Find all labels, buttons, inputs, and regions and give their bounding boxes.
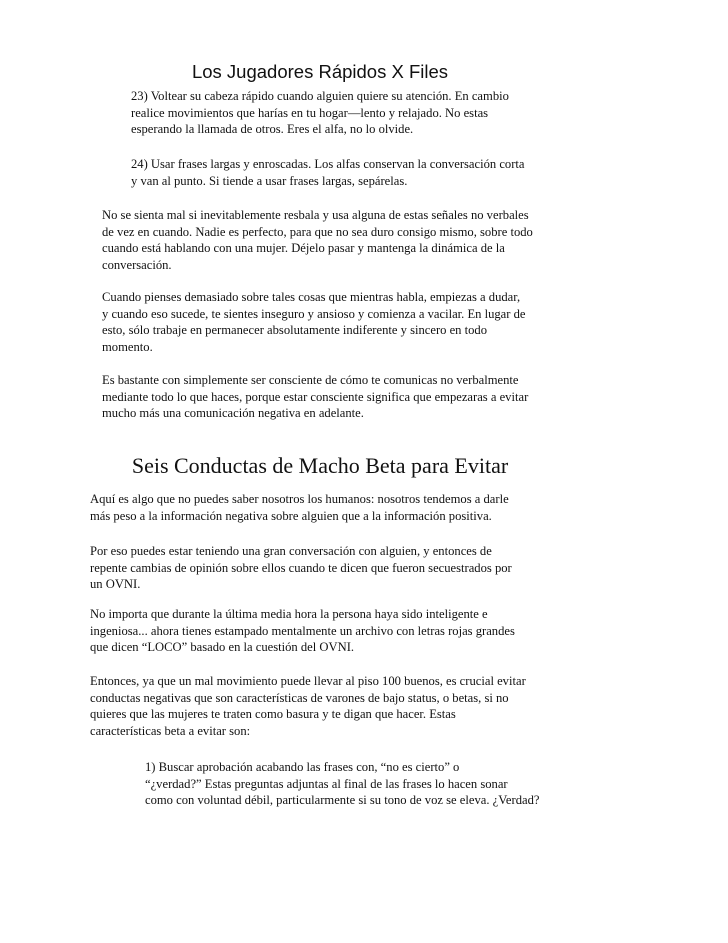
text-line: Es bastante con simplemente ser consciente de cómo te comunicas no verbalmente	[102, 373, 519, 387]
text-line: conductas negativas que son características de varones de bajo status, o betas, si no	[90, 690, 509, 705]
paragraph	[90, 606, 515, 656]
text-line: conversación.	[102, 257, 172, 272]
list-item-23	[131, 88, 509, 138]
text-line: mucho más una comunicación negativa en adelante.	[102, 406, 364, 421]
text-line: “¿verdad?” Estas preguntas adjuntas al final de las frases lo hacen sonar	[145, 776, 508, 791]
text-line: 23) Voltear su cabeza rápido cuando alguien quiere su atención. En cambio	[131, 89, 509, 103]
paragraph	[90, 543, 512, 593]
text-line: No se sienta mal si inevitablemente resbala y usa alguna de estas señales no verbales	[102, 208, 529, 222]
paragraph	[102, 207, 533, 273]
text-line: como con voluntad débil, particularmente si su tono de voz se eleva. ¿Verdad?	[145, 793, 540, 808]
text-line: quieres que las mujeres te traten como basura y te digan que hacer. Estas	[90, 707, 456, 722]
text-line: características beta a evitar son:	[90, 723, 251, 738]
text-line: que dicen “LOCO” basado en la cuestión del OVNI.	[90, 640, 355, 655]
paragraph	[90, 673, 526, 739]
text-line: repente cambias de opinión sobre ellos cuando te dicen que fueron secuestrados por	[90, 560, 512, 575]
text-line: Cuando pienses demasiado sobre tales cosas que mientras habla, empiezas a dudar,	[102, 290, 521, 304]
text-line: más peso a la información negativa sobre alguien que a la información positiva.	[90, 508, 492, 523]
paragraph	[102, 372, 528, 422]
text-line: Entonces, ya que un mal movimiento puede llevar al piso 100 buenos, es crucial evitar	[90, 674, 526, 688]
text-line: esperando la llamada de otros. Eres el alfa, no lo olvide.	[131, 122, 414, 137]
text-line: mediante todo lo que haces, porque estar consciente significa que empezaras a evitar	[102, 389, 529, 404]
text-line: 1) Buscar aprobación acabando las frases con, “no es cierto” o	[145, 760, 460, 774]
text-line: Por eso puedes estar teniendo una gran conversación con alguien, y entonces de	[90, 544, 492, 558]
page-title: Los Jugadores Rápidos X Files	[191, 61, 449, 82]
text-line: ingeniosa... ahora tienes estampado mentalmente un archivo con letras rojas grandes	[90, 623, 515, 638]
text-line: de vez en cuando. Nadie es perfecto, para que no sea duro consigo mismo, sobre todo	[102, 224, 533, 239]
paragraph	[90, 491, 509, 524]
text-line: esto, sólo trabaje en permanecer absolutamente indiferente y sincero en todo	[102, 323, 488, 338]
text-line: cuando está hablando con una mujer. Déjelo pasar y mantenga la dinámica de la	[102, 241, 505, 256]
text-line: Aquí es algo que no puedes saber nosotros los humanos: nosotros tendemos a darle	[90, 492, 509, 506]
text-line: y van al punto. Si tiende a usar frases largas, sepárelas.	[131, 173, 408, 188]
text-line: realice movimientos que harías en tu hogar—lento y relajado. No estas	[131, 105, 489, 120]
section-heading: Seis Conductas de Macho Beta para Evitar	[131, 453, 509, 478]
paragraph	[102, 289, 526, 355]
list-item-1	[145, 759, 539, 809]
text-line: 24) Usar frases largas y enroscadas. Los alfas conservan la conversación corta	[131, 157, 525, 171]
text-line: un OVNI.	[90, 577, 141, 592]
list-item-24	[131, 156, 525, 189]
text-line: momento.	[102, 339, 153, 354]
text-line: y cuando eso sucede, te sientes inseguro y ansioso y comienza a vacilar. En lugar de	[102, 306, 526, 321]
text-line: No importa que durante la última media hora la persona haya sido inteligente e	[90, 607, 488, 621]
